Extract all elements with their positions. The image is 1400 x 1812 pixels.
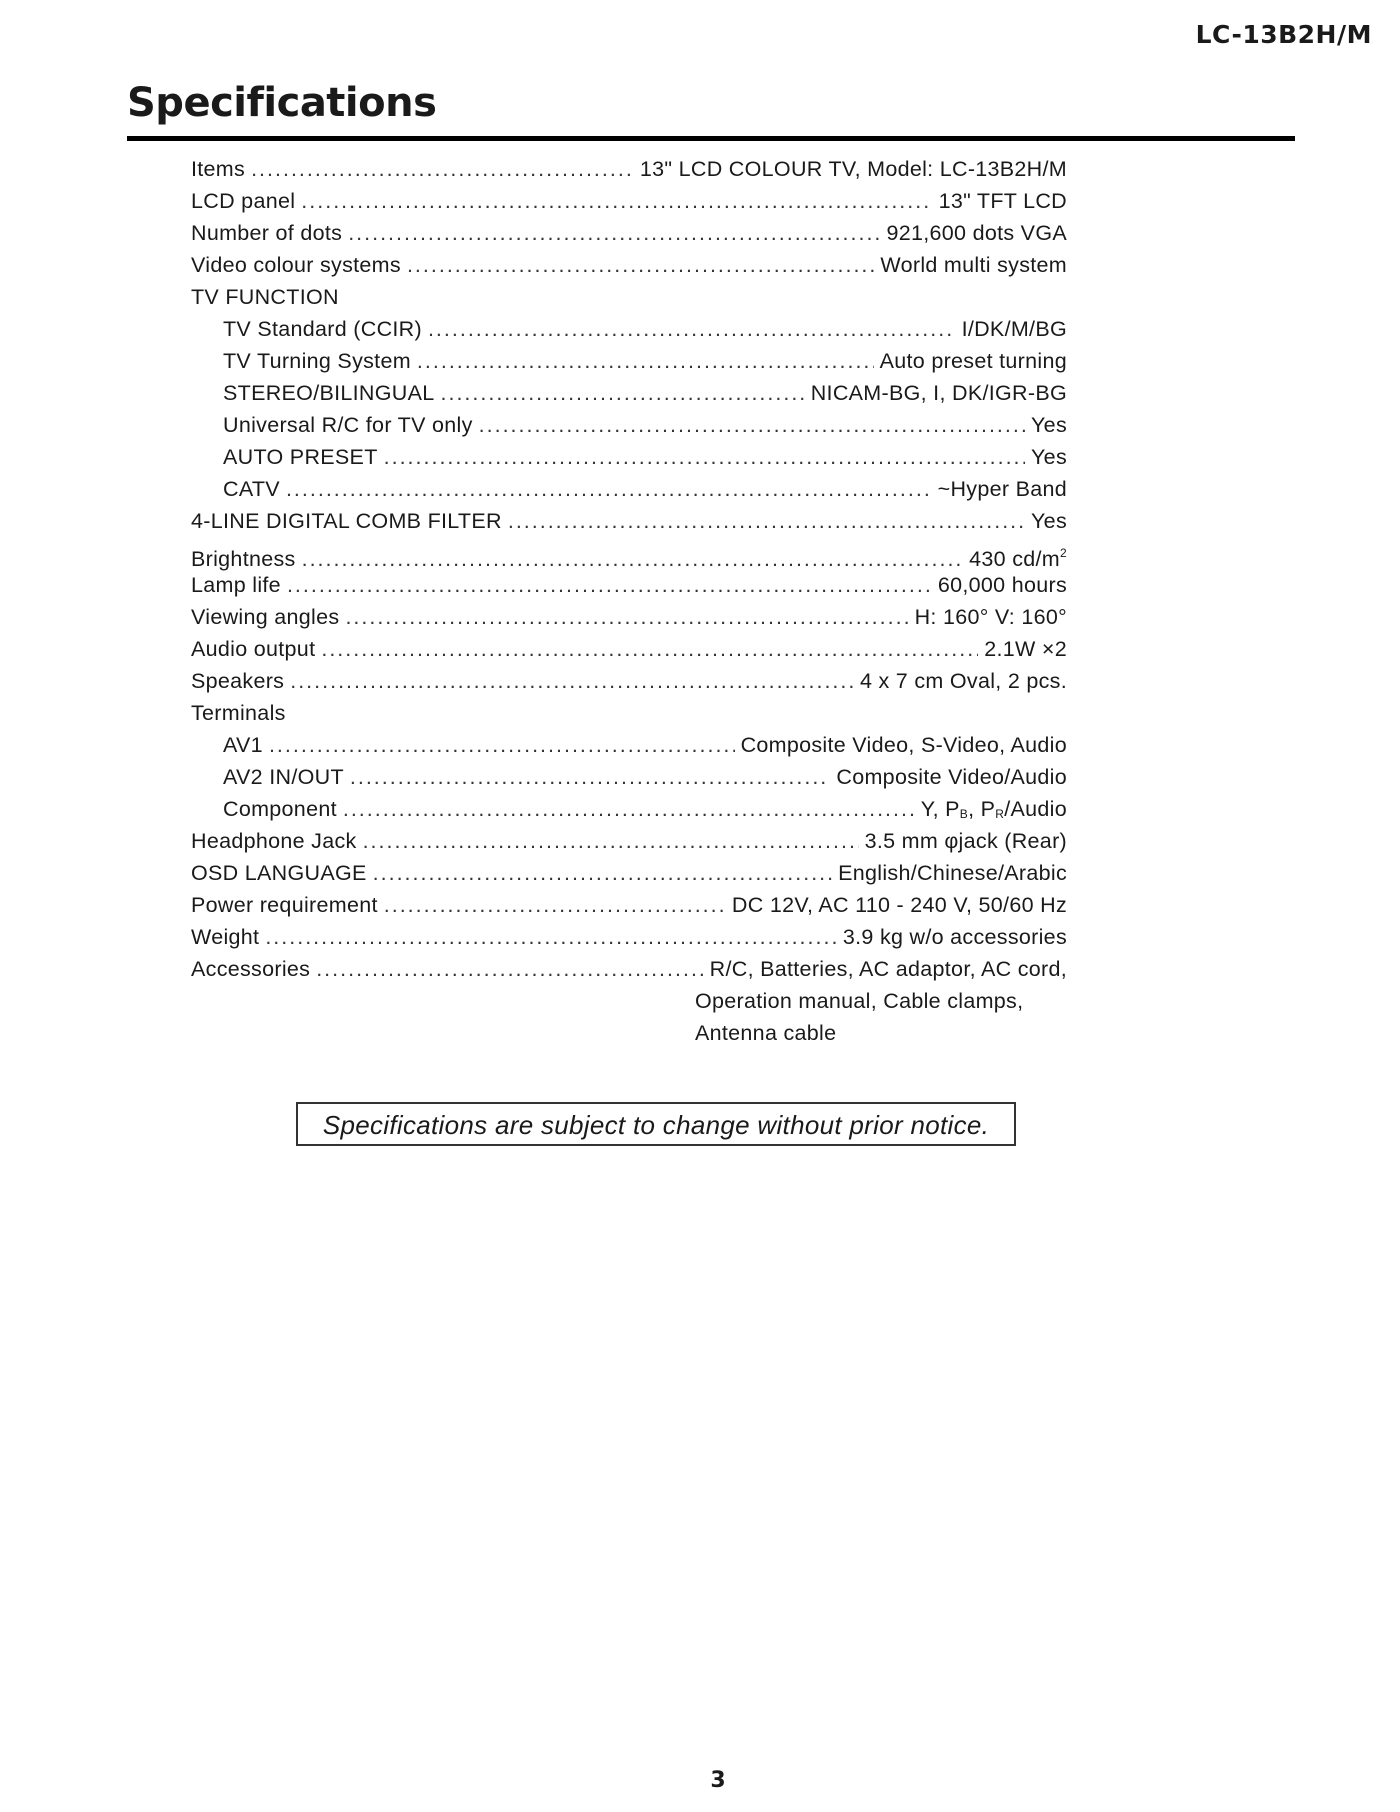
spec-value-text: 430 cd/m: [969, 547, 1061, 571]
dot-leader: [316, 953, 703, 985]
spec-value-text: /Audio: [1004, 797, 1067, 821]
spec-label: Speakers: [191, 669, 285, 693]
spec-row-viewing-angles: [191, 601, 1067, 633]
dot-leader: [384, 889, 726, 921]
notice-box: Specifications are subject to change without prior notice.: [296, 1102, 1016, 1146]
spec-value-text: , P: [968, 797, 996, 821]
spec-row-tv-standard: [191, 313, 1067, 345]
subscript-b: B: [959, 807, 969, 821]
spec-row-tv-turning-system: [191, 345, 1067, 377]
spec-label: AV2 IN/OUT: [223, 765, 344, 789]
dot-leader: [321, 633, 978, 665]
dot-leader: [428, 313, 956, 345]
section-heading-tv-function: [191, 281, 1067, 313]
dot-leader: [301, 185, 932, 217]
spec-label: AV1: [223, 733, 263, 757]
spec-label: Universal R/C for TV only: [223, 413, 473, 437]
page-number: 3: [710, 1768, 726, 1793]
spec-value: 13" TFT LCD: [938, 189, 1067, 213]
spec-row-items: [191, 153, 1067, 185]
spec-label: Power requirement: [191, 893, 378, 917]
dot-leader: [286, 473, 932, 505]
spec-value: Auto preset turning: [879, 349, 1067, 373]
spec-row-weight: [191, 921, 1067, 953]
spec-value: World multi system: [880, 253, 1067, 277]
spec-row-audio-output: [191, 633, 1067, 665]
spec-value: NICAM-BG, I, DK/IGR-BG: [810, 381, 1067, 405]
spec-value: Yes: [1031, 445, 1067, 469]
spec-label: Audio output: [191, 637, 316, 661]
spec-value: 3.9 kg w/o accessories: [842, 925, 1067, 949]
dot-leader: [343, 793, 915, 825]
spec-row-av2: [191, 761, 1067, 793]
dot-leader: [350, 761, 831, 793]
page-title: Specifications: [127, 80, 437, 126]
subscript-r: R: [995, 807, 1005, 821]
section-heading: TV FUNCTION: [191, 285, 339, 309]
spec-row-auto-preset: [191, 441, 1067, 473]
section-heading: Terminals: [191, 701, 286, 725]
dot-leader: [508, 505, 1025, 537]
spec-value: Composite Video, S-Video, Audio: [740, 733, 1067, 757]
dot-leader: [407, 249, 874, 281]
spec-row-accessories: [191, 953, 1067, 985]
spec-row-power-requirement: [191, 889, 1067, 921]
title-rule: [127, 136, 1295, 141]
spec-label: Number of dots: [191, 221, 343, 245]
section-heading-terminals: [191, 697, 1067, 729]
dot-leader: [384, 441, 1025, 473]
spec-row-comb-filter: [191, 505, 1067, 537]
model-number: LC-13B2H/M: [1195, 20, 1372, 49]
spec-value: Yes: [1031, 509, 1067, 533]
spec-value: H: 160° V: 160°: [914, 605, 1067, 629]
spec-row-number-of-dots: [191, 217, 1067, 249]
spec-row-video-colour-systems: [191, 249, 1067, 281]
spec-value: ~Hyper Band: [937, 477, 1067, 501]
dot-leader: [348, 217, 880, 249]
spec-list: [191, 153, 1067, 1049]
spec-label: Weight: [191, 925, 260, 949]
dot-leader: [345, 601, 908, 633]
spec-label: LCD panel: [191, 189, 296, 213]
dot-leader: [265, 921, 837, 953]
spec-label: OSD LANGUAGE: [191, 861, 367, 885]
spec-label: TV Standard (CCIR): [223, 317, 422, 341]
spec-value-continuation: Operation manual, Cable clamps,: [695, 989, 1024, 1013]
spec-value: DC 12V, AC 110 - 240 V, 50/60 Hz: [731, 893, 1067, 917]
spec-row-brightness: [191, 537, 1067, 569]
spec-value: 4 x 7 cm Oval, 2 pcs.: [859, 669, 1067, 693]
spec-row-catv: [191, 473, 1067, 505]
spec-label: Headphone Jack: [191, 829, 357, 853]
spec-label: Brightness: [191, 547, 296, 571]
spec-row-speakers: [191, 665, 1067, 697]
dot-leader: [290, 665, 854, 697]
dot-leader: [251, 153, 634, 185]
spec-value: 921,600 dots VGA: [886, 221, 1067, 245]
dot-leader: [479, 409, 1025, 441]
spec-value: 2.1W ×2: [984, 637, 1067, 661]
dot-leader: [441, 377, 805, 409]
spec-row-universal-rc: [191, 409, 1067, 441]
spec-row-headphone-jack: [191, 825, 1067, 857]
spec-label: Lamp life: [191, 573, 281, 597]
spec-value: 3.5 mm φjack (Rear): [864, 829, 1067, 853]
spec-value-text: Y, P: [920, 797, 960, 821]
spec-label: Items: [191, 157, 246, 181]
spec-label: Video colour systems: [191, 253, 401, 277]
spec-label: TV Turning System: [223, 349, 411, 373]
dot-leader: [363, 825, 859, 857]
dot-leader: [373, 857, 832, 889]
spec-value-continuation: Antenna cable: [695, 1021, 837, 1045]
spec-row-lcd-panel: [191, 185, 1067, 217]
spec-label: Viewing angles: [191, 605, 340, 629]
spec-label: CATV: [223, 477, 280, 501]
spec-value: 60,000 hours: [937, 573, 1067, 597]
spec-label: STEREO/BILINGUAL: [223, 381, 435, 405]
spec-label: Accessories: [191, 957, 311, 981]
spec-label: AUTO PRESET: [223, 445, 378, 469]
spec-label: 4-LINE DIGITAL COMB FILTER: [191, 509, 502, 533]
dot-leader: [417, 345, 874, 377]
spec-value: English/Chinese/Arabic: [838, 861, 1067, 885]
spec-row-osd-language: [191, 857, 1067, 889]
spec-label: Component: [223, 797, 337, 821]
spec-value: Composite Video/Audio: [836, 765, 1067, 789]
dot-leader: [269, 729, 735, 761]
spec-value: 13" LCD COLOUR TV, Model: LC-13B2H/M: [639, 157, 1067, 181]
unit-superscript: 2: [1060, 546, 1067, 560]
spec-row-component: [191, 793, 1067, 825]
spec-row-av1: [191, 729, 1067, 761]
dot-leader: [287, 569, 932, 601]
spec-value: R/C, Batteries, AC adaptor, AC cord,: [709, 957, 1067, 981]
spec-value: Yes: [1031, 413, 1067, 437]
spec-row-stereo-bilingual: [191, 377, 1067, 409]
spec-value: I/DK/M/BG: [961, 317, 1067, 341]
